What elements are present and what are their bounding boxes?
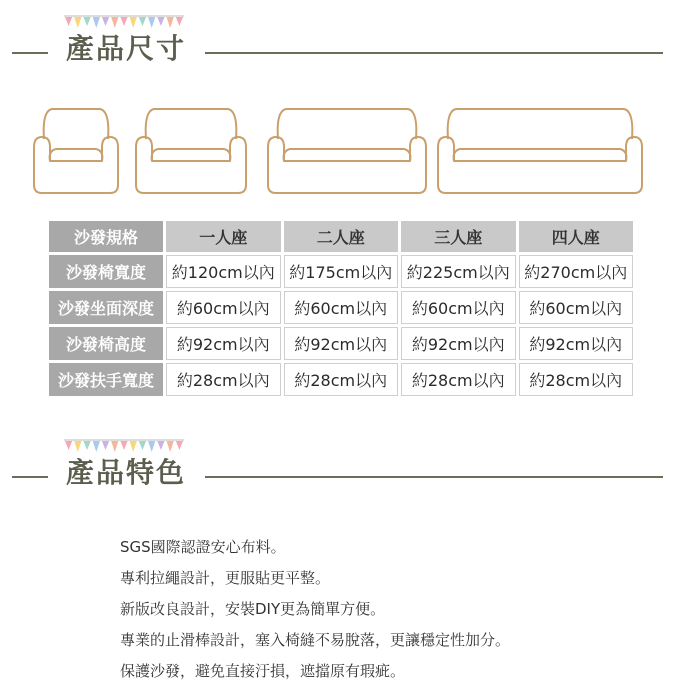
list-item: 新版改良設計，安裝DIY更為簡單方便。 <box>120 600 386 618</box>
header-line-right <box>205 52 663 54</box>
bunting-flag <box>65 441 72 450</box>
table-cell: 約120cm以內 <box>166 255 281 288</box>
section-title-size: 產品尺寸 <box>66 32 187 65</box>
bunting-flag <box>74 17 81 28</box>
two-seat-sofa-icon <box>132 105 250 195</box>
bunting-flag <box>176 441 183 450</box>
section-title-features: 產品特色 <box>66 456 187 489</box>
size-spec-table <box>46 218 636 399</box>
table-cell: 約60cm以內 <box>166 291 281 324</box>
bunting-flag <box>176 17 183 26</box>
table-cell: 約60cm以內 <box>519 291 634 324</box>
bunting-flag <box>65 17 72 26</box>
table-cell: 約28cm以內 <box>519 363 634 396</box>
table-cell: 約28cm以內 <box>401 363 516 396</box>
table-cell: 約175cm以內 <box>284 255 399 288</box>
header-line-left <box>12 52 48 54</box>
row-label-armrest-width: 沙發扶手寬度 <box>49 363 163 396</box>
table-cell: 約28cm以內 <box>284 363 399 396</box>
table-cell: 約28cm以內 <box>166 363 281 396</box>
table-cell: 約92cm以內 <box>519 327 634 360</box>
bunting-flag <box>139 441 146 450</box>
features-list <box>120 532 680 687</box>
bunting-flag <box>157 17 164 26</box>
table-row <box>49 291 633 324</box>
bunting-flag <box>83 17 90 26</box>
column-header-three-seat: 三人座 <box>401 221 516 252</box>
bunting-flag <box>148 441 155 452</box>
list-item: SGS國際認證安心布料。 <box>120 538 286 556</box>
column-header-four-seat: 四人座 <box>519 221 634 252</box>
table-cell: 約225cm以內 <box>401 255 516 288</box>
bunting-flag <box>102 441 109 450</box>
bunting-decoration-icon <box>64 438 184 458</box>
bunting-flag <box>148 17 155 28</box>
row-label-width: 沙發椅寬度 <box>49 255 163 288</box>
header-line-left <box>12 476 48 478</box>
table-cell: 約92cm以內 <box>401 327 516 360</box>
bunting-flag <box>111 17 118 28</box>
bunting-flag <box>167 17 174 28</box>
bunting-flag <box>120 17 127 26</box>
list-item: 專利拉繩設計，更服貼更平整。 <box>120 569 331 587</box>
bunting-flag <box>83 441 90 450</box>
bunting-flag <box>120 441 127 450</box>
table-cell: 約60cm以內 <box>401 291 516 324</box>
bunting-flag <box>130 441 137 452</box>
size-section-header <box>0 14 700 74</box>
bunting-flag <box>111 441 118 452</box>
table-row <box>49 255 633 288</box>
sofa-illustrations <box>30 105 650 200</box>
table-cell: 約270cm以內 <box>519 255 634 288</box>
column-header-two-seat: 二人座 <box>284 221 399 252</box>
bunting-flag <box>139 17 146 26</box>
table-row <box>49 363 633 396</box>
table-header-row <box>49 221 633 252</box>
column-header-one-seat: 一人座 <box>166 221 281 252</box>
row-label-seat-depth: 沙發坐面深度 <box>49 291 163 324</box>
table-corner-label: 沙發規格 <box>49 221 163 252</box>
table-row <box>49 327 633 360</box>
bunting-flag <box>93 441 100 452</box>
bunting-flag <box>157 441 164 450</box>
features-section-header <box>0 438 700 498</box>
three-seat-sofa-icon <box>264 105 430 195</box>
table-cell: 約92cm以內 <box>284 327 399 360</box>
bunting-flag <box>74 441 81 452</box>
list-item: 保護沙發，避免直接汙損，遮擋原有瑕疵。 <box>120 662 406 680</box>
bunting-flag <box>130 17 137 28</box>
bunting-decoration-icon <box>64 14 184 34</box>
bunting-flag <box>102 17 109 26</box>
row-label-height: 沙發椅高度 <box>49 327 163 360</box>
one-seat-sofa-icon <box>30 105 122 195</box>
header-line-right <box>205 476 663 478</box>
list-item: 專業的止滑棒設計，塞入椅縫不易脫落，更讓穩定性加分。 <box>120 631 511 649</box>
bunting-flag <box>93 17 100 28</box>
table-cell: 約60cm以內 <box>284 291 399 324</box>
four-seat-sofa-icon <box>434 105 646 195</box>
bunting-flag <box>167 441 174 452</box>
table-cell: 約92cm以內 <box>166 327 281 360</box>
